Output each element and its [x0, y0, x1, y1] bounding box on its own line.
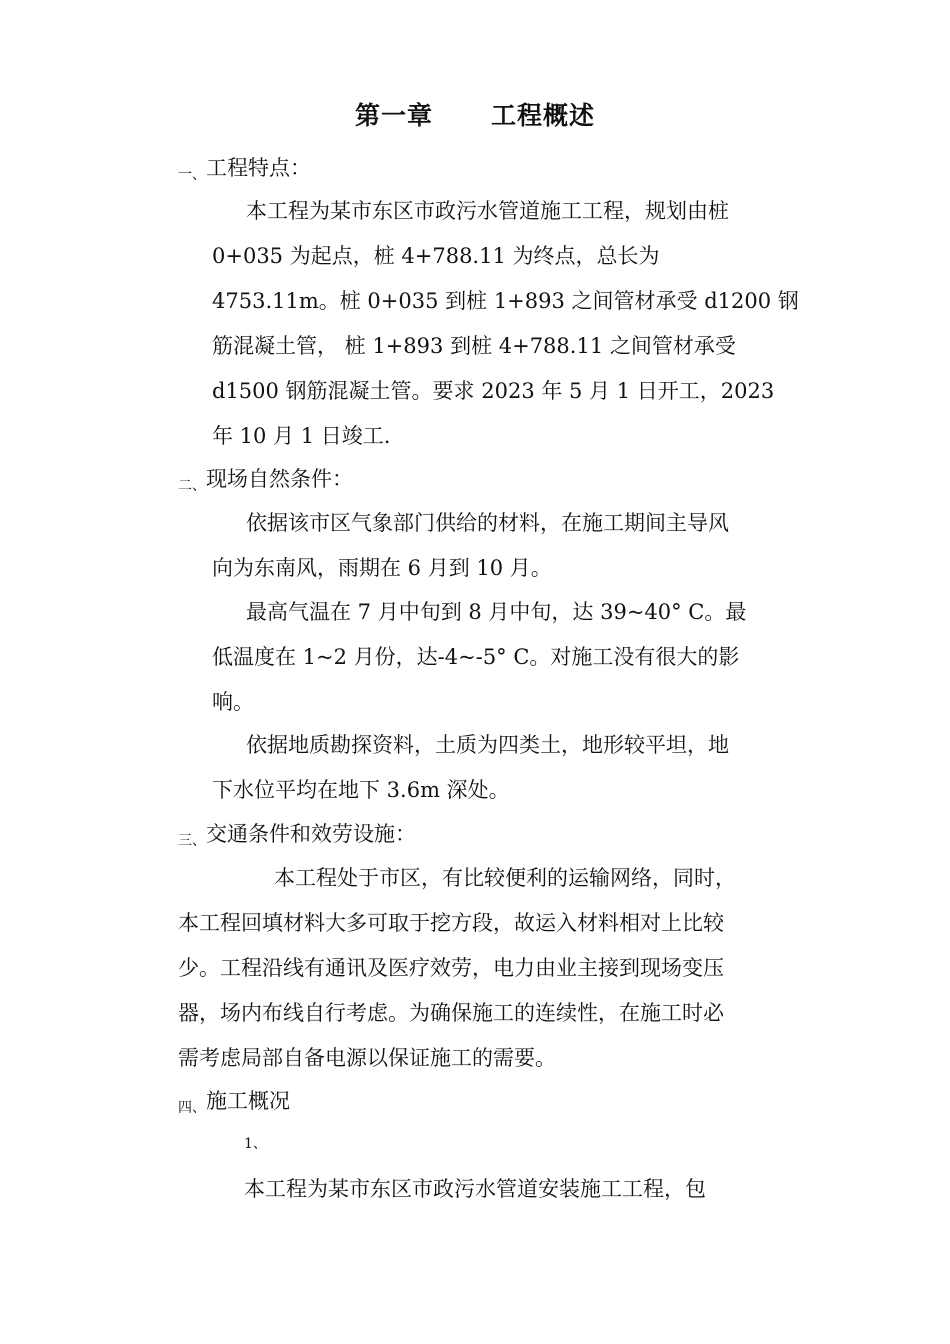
paragraph-line: 低温度在 1~2 月份，达-4~-5° C。对施工没有很大的影	[212, 645, 740, 669]
chapter-name: 工程概述	[491, 101, 596, 130]
paragraph-line: 年 10 月 1 日竣工.	[212, 424, 391, 448]
section-2-paragraph-2	[212, 590, 746, 725]
section-number: 四、	[178, 1100, 206, 1116]
paragraph-line: 0+035 为起点，桩 4+788.11 为终点，总长为	[212, 244, 660, 268]
section-heading-text: 现场自然条件：	[206, 467, 353, 491]
chapter-title	[0, 96, 950, 132]
section-1-paragraph	[212, 189, 799, 459]
paragraph-line: 本工程为某市东区市政污水管道施工工程，规划由桩	[246, 199, 729, 223]
paragraph-line: 需考虑局部自备电源以保证施工的需要。	[178, 1046, 556, 1070]
paragraph-line: 最高气温在 7 月中旬到 8 月中旬，达 39~40° C。最	[246, 600, 747, 624]
paragraph-line: 依据该市区气象部门供给的材料，在施工期间主导风	[246, 511, 729, 535]
section-2-paragraph-3	[212, 723, 729, 813]
section-number: 二、	[178, 478, 206, 494]
paragraph-line: 器，场内布线自行考虑。为确保施工的连续性，在施工时必	[178, 1001, 724, 1025]
item-text: 本工程为某市东区市政污水管道安装施工工程，包	[244, 1177, 706, 1201]
paragraph-line: 响。	[212, 690, 254, 714]
item-number: 1、	[244, 1136, 267, 1152]
section-heading-1	[178, 152, 311, 184]
section-heading-4	[178, 1085, 290, 1117]
section-heading-text: 施工概况	[206, 1089, 290, 1113]
section-heading-3	[178, 818, 416, 850]
section-2-paragraph-1	[212, 501, 729, 591]
section-3-paragraph	[178, 856, 736, 1081]
paragraph-line: 筋混凝土管， 桩 1+893 到桩 4+788.11 之间管材承受	[212, 334, 736, 358]
section-number: 三、	[178, 833, 206, 849]
paragraph-line: 下水位平均在地下 3.6m 深处。	[212, 778, 510, 802]
chapter-number: 第一章	[354, 101, 433, 130]
paragraph-line: 依据地质勘探资料，土质为四类土，地形较平坦，地	[246, 733, 729, 757]
paragraph-line: 向为东南风，雨期在 6 月到 10 月。	[212, 556, 552, 580]
paragraph-line: 本工程回填材料大多可取于挖方段，故运入材料相对上比较	[178, 911, 724, 935]
section-heading-text: 交通条件和效劳设施：	[206, 822, 416, 846]
paragraph-line: 4753.11m。桩 0+035 到桩 1+893 之间管材承受 d1200 钢	[212, 289, 799, 313]
paragraph-line: d1500 钢筋混凝土管。要求 2023 年 5 月 1 日开工，2023	[212, 379, 775, 403]
section-heading-text: 工程特点：	[206, 156, 311, 180]
section-4-item-1	[244, 1122, 706, 1212]
section-heading-2	[178, 463, 353, 495]
paragraph-line: 少。工程沿线有通讯及医疗效劳，电力由业主接到现场变压	[178, 956, 724, 980]
paragraph-line: 本工程处于市区，有比较便利的运输网络，同时，	[274, 866, 736, 890]
section-number: 一、	[178, 167, 206, 183]
